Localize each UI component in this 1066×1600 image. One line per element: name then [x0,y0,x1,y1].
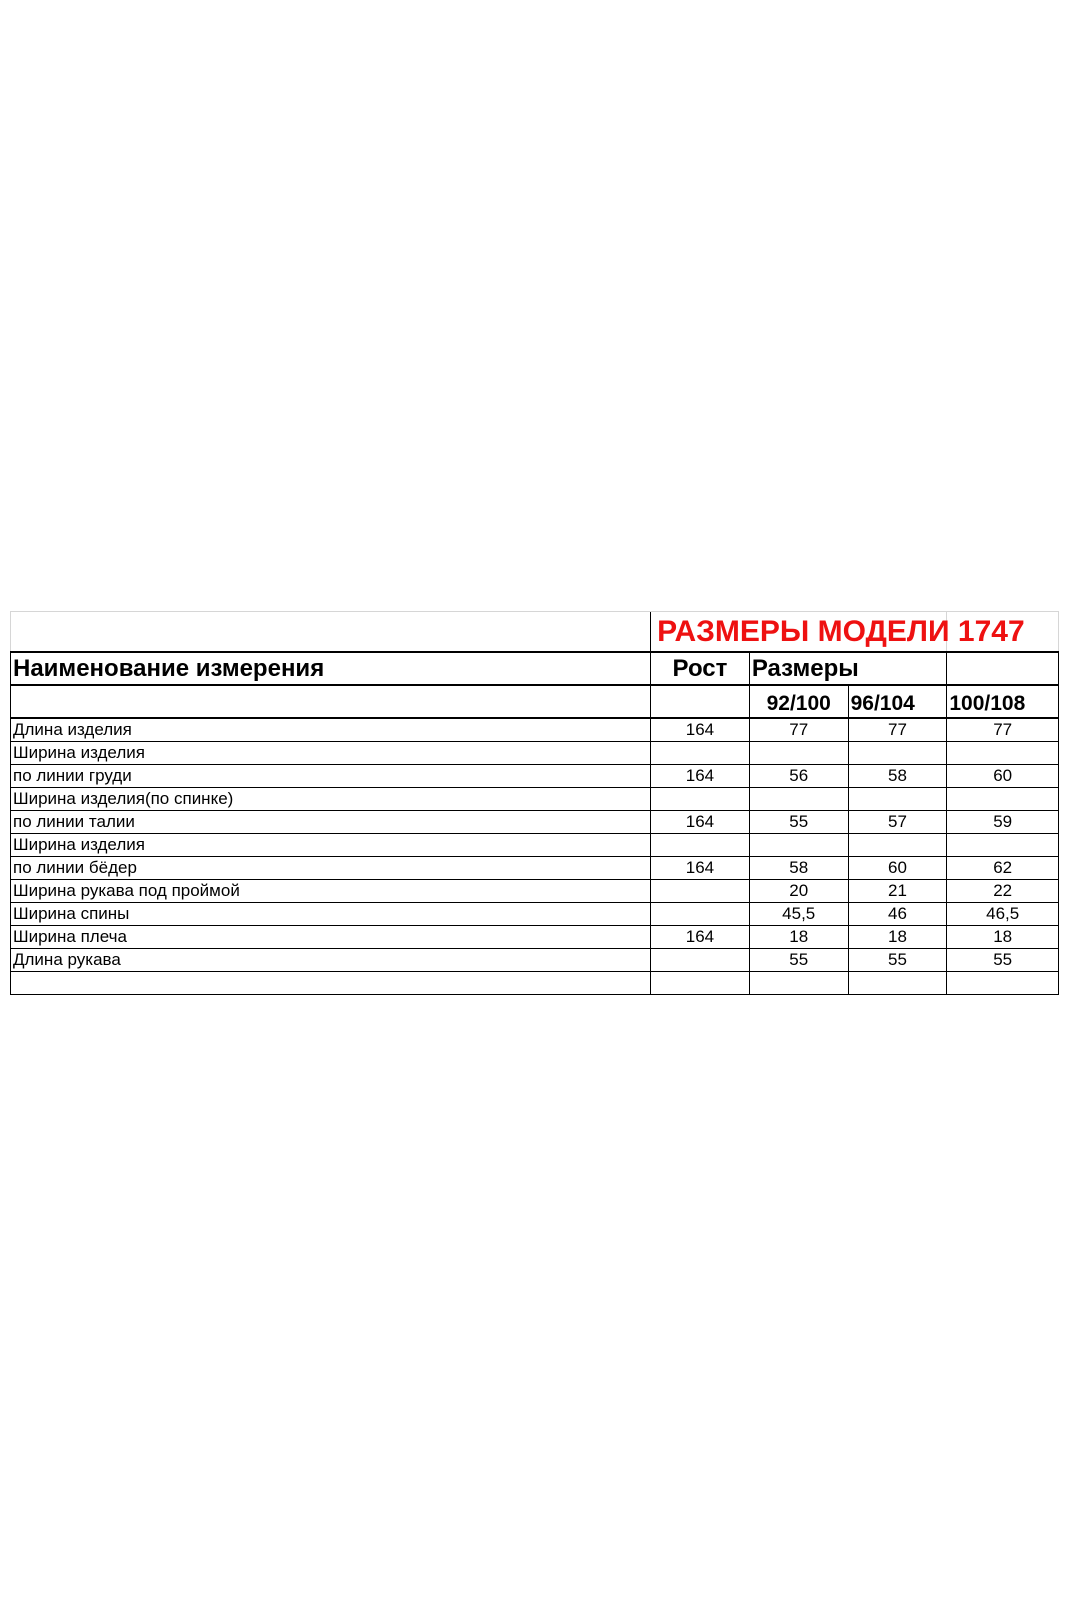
size-value: 22 [947,880,1059,903]
table-row [11,811,1059,834]
rost-value [651,788,750,811]
size-value: 18 [947,926,1059,949]
rost-value [651,972,750,995]
table-row [11,903,1059,926]
rost-value [651,880,750,903]
table-row [11,972,1059,995]
size-value [947,742,1059,765]
size-value [749,972,848,995]
size-header-empty-cell [11,685,651,718]
table-title-cell [651,612,1025,653]
size-value [749,742,848,765]
rost-value [651,949,750,972]
size-value [848,972,947,995]
measurement-name-header: Наименование измерения [11,652,651,685]
table-row [11,718,1059,742]
rost-value: 164 [651,857,750,880]
rost-value: 164 [651,718,750,742]
size-value: 55 [749,811,848,834]
size-value: 58 [848,765,947,788]
size-value: 20 [749,880,848,903]
table-row [11,926,1059,949]
size-value: 59 [947,811,1059,834]
header-row [11,652,1059,685]
size-value [947,788,1059,811]
measurement-label: по линии груди [11,765,651,788]
size-value: 62 [947,857,1059,880]
rost-value: 164 [651,926,750,949]
size-value: 60 [848,857,947,880]
size-value: 56 [749,765,848,788]
size-value: 18 [749,926,848,949]
table-row [11,834,1059,857]
rost-value [651,903,750,926]
measurement-label: Ширина плеча [11,926,651,949]
measurement-label: по линии бёдер [11,857,651,880]
size-value: 55 [848,949,947,972]
measurement-label: Ширина рукава под проймой [11,880,651,903]
size-value: 77 [749,718,848,742]
size-value [848,742,947,765]
table-title: РАЗМЕРЫ МОДЕЛИ 1747 [657,614,1025,648]
title-empty-cell [11,612,651,653]
table-row [11,949,1059,972]
size-chart-table [10,611,1059,995]
size-header-empty-cell [651,685,750,718]
measurement-rows [11,718,1059,995]
size-value: 58 [749,857,848,880]
table-row [11,857,1059,880]
header-empty-cell [947,652,1059,685]
size-value: 46,5 [947,903,1059,926]
header-empty-cell [848,652,947,685]
size-column-header: 92/100 [749,685,848,718]
size-value: 45,5 [749,903,848,926]
size-value [947,972,1059,995]
rost-value: 164 [651,811,750,834]
measurement-label: Длина рукава [11,949,651,972]
size-value: 57 [848,811,947,834]
measurement-label: Длина изделия [11,718,651,742]
rost-header: Рост [651,652,750,685]
rost-value: 164 [651,765,750,788]
size-value [848,788,947,811]
size-value: 77 [947,718,1059,742]
size-value: 55 [749,949,848,972]
size-column-header: 96/104 [848,685,947,718]
table-row [11,742,1059,765]
size-header-row [11,685,1059,718]
table-row [11,880,1059,903]
size-value [749,788,848,811]
table-row [11,765,1059,788]
size-value: 46 [848,903,947,926]
table-row [11,788,1059,811]
size-value: 21 [848,880,947,903]
measurement-label: Ширина спины [11,903,651,926]
measurement-label: Ширина изделия(по спинке) [11,788,651,811]
size-value [749,834,848,857]
size-column-header: 100/108 [947,685,1059,718]
measurement-label: по линии талии [11,811,651,834]
rost-value [651,742,750,765]
size-value: 18 [848,926,947,949]
measurement-label: Ширина изделия [11,834,651,857]
title-row [11,612,1059,653]
size-value: 55 [947,949,1059,972]
measurement-label: Ширина изделия [11,742,651,765]
size-value: 77 [848,718,947,742]
rost-value [651,834,750,857]
measurement-label [11,972,651,995]
sizes-header: Размеры [749,652,848,685]
size-value [848,834,947,857]
size-value: 60 [947,765,1059,788]
size-value [947,834,1059,857]
